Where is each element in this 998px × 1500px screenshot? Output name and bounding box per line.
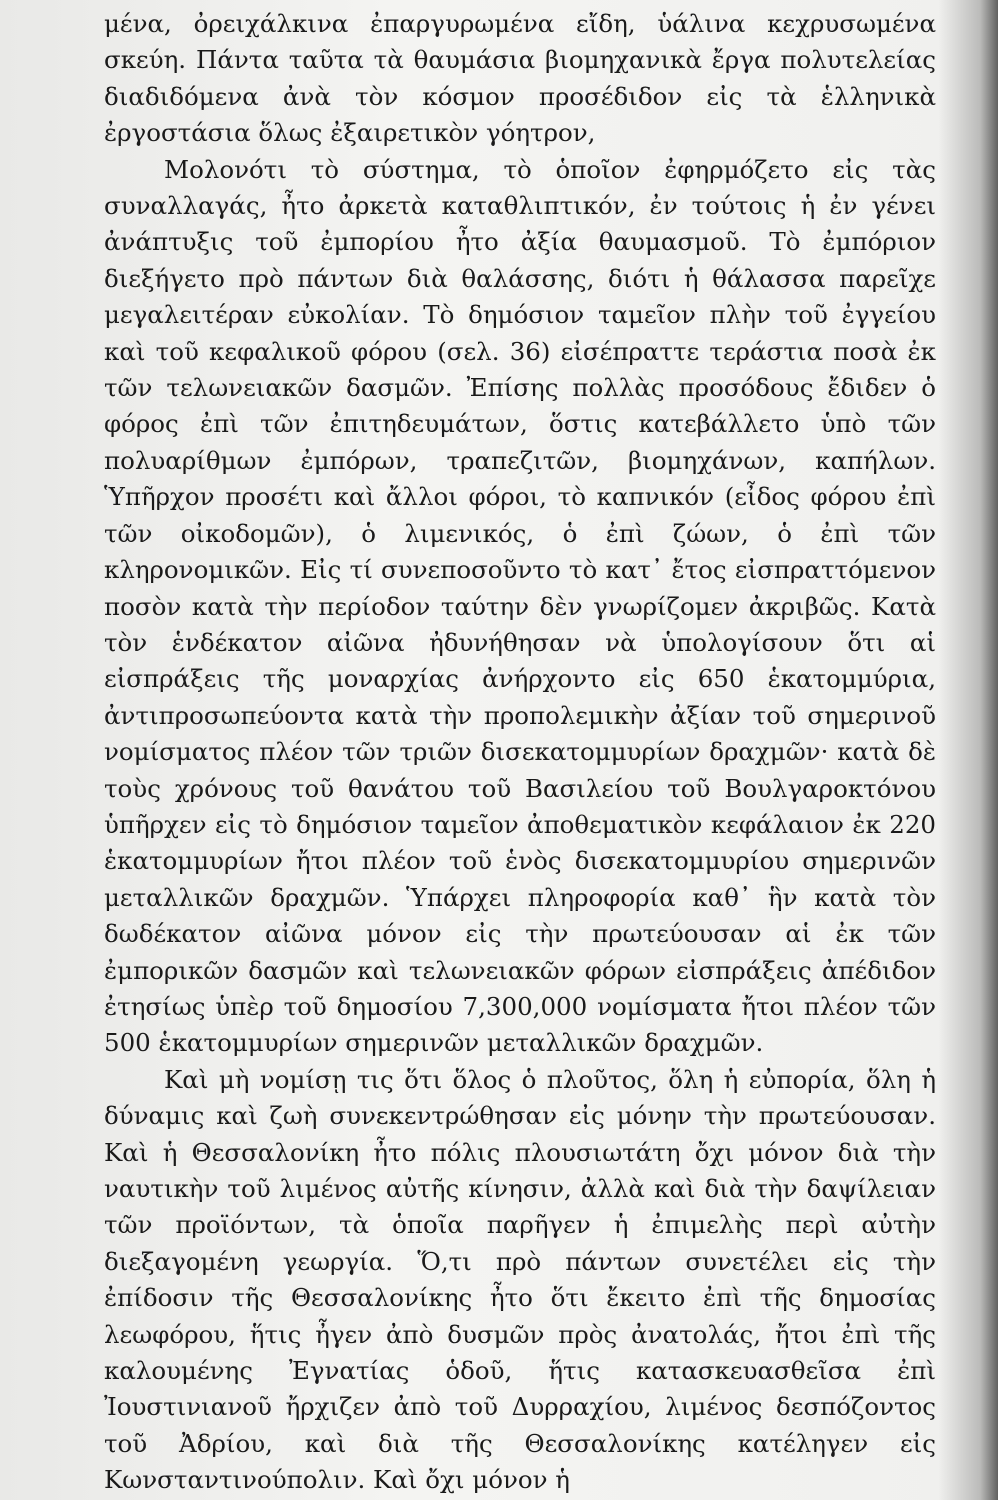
page-binding-shadow [938, 0, 998, 1500]
body-text [104, 6, 936, 1499]
paragraph-1: μένα, ὀρειχάλκινα ἐπαργυρωμένα εἴδη, ὑάλινα κεχρυσωμένα σκεύη. Πάντα ταῦτα τὰ θαυμάσια βιομηχανικὰ ἔργα πολυτελείας διαδιδόμενα ἀνὰ τὸν κόσμον προσέδιδον εἰς τὰ ἑλληνικὰ ἐργοστάσια ὅλως ἐξαιρετικὸν γόητρον, [104, 9, 936, 148]
paragraph-3: Καὶ μὴ νομίσῃ τις ὅτι ὅλος ὁ πλοῦτος, ὅλη ἡ εὐπορία, ὅλη ἡ δύναμις καὶ ζωὴ συνεκεντρώθησαν εἰς μόνην τὴν πρωτεύουσαν. Καὶ ἡ Θεσσαλονίκη ἦτο πόλις πλουσιωτάτη ὄχι μόνον διὰ τὴν ναυτικὴν τοῦ λιμένος αὐτῆς κίνησιν, ἀλλὰ καὶ διὰ τὴν δαψίλειαν τῶν προϊόντων, τὰ ὁποῖα παρῆγεν ἡ ἐπιμελὴς περὶ αὐτὴν διεξαγομένη γεωργία. Ὅ,τι πρὸ πάντων συνετέλει εἰς τὴν ἐπίδοσιν τῆς Θεσσαλονίκης ἦτο ὅτι ἔκειτο ἐπὶ τῆς δημοσίας λεωφόρου, ἥτις ἦγεν ἀπὸ δυσμῶν πρὸς ἀνατολάς, ἤτοι ἐπὶ τῆς καλουμένης Ἐγνατίας ὁδοῦ, ἥτις κατασκευασθεῖσα ἐπὶ Ἰουστινιανοῦ ἤρχιζεν ἀπὸ τοῦ Δυρραχίου, λιμένος δεσπόζοντος τοῦ Ἀδρίου, καὶ διὰ τῆς Θεσσαλονίκης κατέληγεν εἰς Κωνσταντινούπολιν. Καὶ ὄχι μόνον ἡ [104, 1064, 936, 1495]
paragraph-2: Μολονότι τὸ σύστημα, τὸ ὁποῖον ἐφηρμόζετο εἰς τὰς συναλλαγάς, ἦτο ἀρκετὰ καταθλιπτικόν, ἐν τούτοις ἡ ἐν γένει ἀνάπτυξις τοῦ ἐμπορίου ἦτο ἀξία θαυμασμοῦ. Τὸ ἐμπόριον διεξήγετο πρὸ πάντων διὰ θαλάσσης, διότι ἡ θάλασσα παρεῖχε μεγαλειτέραν εὐκολίαν. Τὸ δημόσιον ταμεῖον πλὴν τοῦ ἐγγείου καὶ τοῦ κεφαλικοῦ φόρου (σελ. 36) εἰσέπραττε τεράστια ποσὰ ἐκ τῶν τελωνειακῶν δασμῶν. Ἐπίσης πολλὰς προσόδους ἔδιδεν ὁ φόρος ἐπὶ τῶν ἐπιτηδευμάτων, ὅστις κατεβάλλετο ὑπὸ τῶν πολυαρίθμων ἐμπόρων, τραπεζιτῶν, βιομηχάνων, καπήλων. Ὑπῆρχον προσέτι καὶ ἄλλοι φόροι, τὸ καπνικόν (εἶδος φόρου ἐπὶ τῶν οἰκοδομῶν), ὁ λιμενικός, ὁ ἐπὶ ζώων, ὁ ἐπὶ τῶν κληρονομικῶν. Εἰς τί συνεποσοῦντο τὸ κατ᾽ ἔτος εἰσπραττόμενον ποσὸν κατὰ τὴν περίοδον ταύτην δὲν γνωρίζομεν ἀκριβῶς. Κατὰ τὸν ἑνδέκατον αἰῶνα ἠδυνήθησαν νὰ ὑπολογίσουν ὅτι αἱ εἰσπράξεις τῆς μοναρχίας ἀνήρχοντο εἰς 650 ἑκατομμύρια, ἀντιπροσωπεύοντα κατὰ τὴν προπολεμικὴν ἀξίαν τοῦ σημερινοῦ νομίσματος πλέον τῶν τριῶν δισεκατομμυρίων δραχμῶν· κατὰ δὲ τοὺς χρόνους τοῦ θανάτου τοῦ Βασιλείου τοῦ Βουλγαροκτόνου ὑπῆρχεν εἰς τὸ δημόσιον ταμεῖον ἀποθεματικὸν κεφάλαιον ἐκ 220 ἑκατομμυρίων ἤτοι πλέον τοῦ ἑνὸς δισεκατομμυρίου σημερινῶν μεταλλικῶν δραχμῶν. Ὑπάρχει πληροφορία καθ᾽ ἣν κατὰ τὸν δωδέκατον αἰῶνα μόνον εἰς τὴν πρωτεύουσαν αἱ ἐκ τῶν ἐμπορικῶν δασμῶν καὶ τελωνειακῶν φόρων εἰσπράξεις ἀπέδιδον ἐτησίως ὑπὲρ τοῦ δημοσίου 7,300,000 νομίσματα ἤτοι πλέον τῶν 500 ἑκατομμυρίων σημερινῶν μεταλλικῶν δραχμῶν. [104, 154, 936, 1058]
